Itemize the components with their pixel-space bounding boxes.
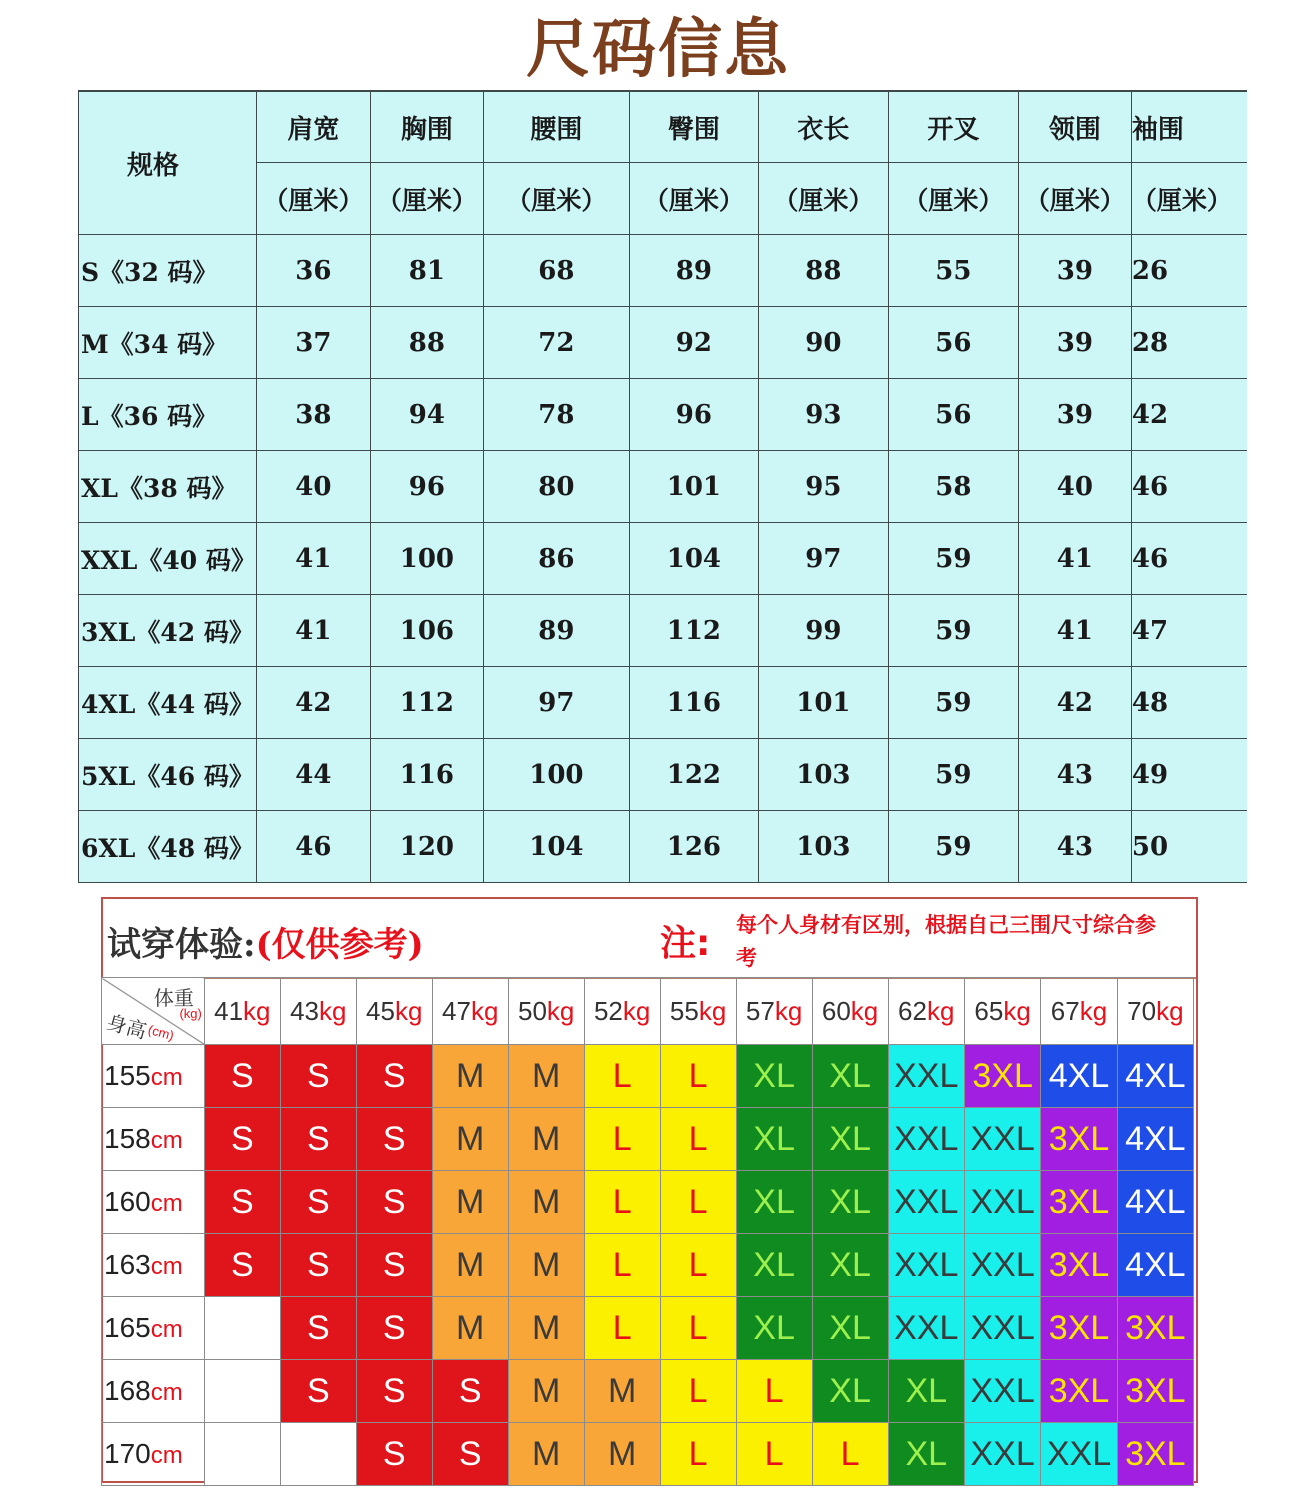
measurement-cell: 59 xyxy=(888,523,1018,595)
height-label xyxy=(102,1108,205,1171)
size-cell: M xyxy=(584,1423,660,1486)
corner-height: 身高 xyxy=(104,1011,149,1044)
size-cell: M xyxy=(432,1045,508,1108)
measurement-cell: 106 xyxy=(370,595,483,667)
size-cell: 3XL xyxy=(1117,1360,1193,1423)
weight-header xyxy=(280,978,356,1045)
size-name: S《32 码》 xyxy=(79,235,257,307)
height-unit: cm xyxy=(150,1442,183,1469)
weight-unit: kg xyxy=(926,995,955,1026)
measurement-cell: 44 xyxy=(256,739,370,811)
weight-value: 62 xyxy=(898,995,927,1026)
table-row xyxy=(79,667,1247,739)
measurement-cell: 46 xyxy=(1131,451,1247,523)
measurement-cell: 101 xyxy=(758,667,888,739)
size-cell: M xyxy=(508,1234,584,1297)
table-row xyxy=(102,1423,1194,1486)
weight-value: 52 xyxy=(593,995,623,1026)
weight-value: 41 xyxy=(214,995,244,1026)
weight-header xyxy=(1117,978,1193,1045)
measurement-cell: 59 xyxy=(888,811,1018,883)
height-unit: cm xyxy=(150,1379,183,1406)
measurement-cell: 94 xyxy=(370,379,483,451)
measurement-cell: 96 xyxy=(629,379,758,451)
size-cell: L xyxy=(584,1234,660,1297)
table-row xyxy=(102,1171,1194,1234)
weight-header xyxy=(812,978,888,1045)
size-cell: 3XL xyxy=(964,1045,1040,1108)
measurement-cell: 99 xyxy=(758,595,888,667)
height-value: 155 xyxy=(104,1060,151,1091)
size-cell: XL xyxy=(888,1423,964,1486)
unit-label: （厘米） xyxy=(256,163,370,235)
size-cell: 3XL xyxy=(1041,1297,1117,1360)
measurement-cell: 103 xyxy=(758,739,888,811)
size-cell: XXL xyxy=(964,1297,1040,1360)
weight-header xyxy=(1041,978,1117,1045)
measurement-cell: 42 xyxy=(256,667,370,739)
measurement-cell: 96 xyxy=(370,451,483,523)
tryon-title-text: 试穿体验: xyxy=(107,925,256,965)
measurement-cell: 39 xyxy=(1018,379,1131,451)
size-cell: 4XL xyxy=(1117,1234,1193,1297)
weight-value: 57 xyxy=(745,995,775,1026)
size-cell: M xyxy=(432,1108,508,1171)
measurement-cell: 55 xyxy=(888,235,1018,307)
measurement-cell: 26 xyxy=(1131,235,1247,307)
measurement-cell: 126 xyxy=(629,811,758,883)
size-cell: L xyxy=(736,1423,812,1486)
measurement-cell: 50 xyxy=(1131,811,1247,883)
measurement-cell: 49 xyxy=(1131,739,1247,811)
weight-value: 70 xyxy=(1127,995,1157,1026)
table-row xyxy=(102,1297,1194,1360)
weight-unit: kg xyxy=(698,995,727,1026)
weight-header xyxy=(432,978,508,1045)
size-cell: M xyxy=(508,1423,584,1486)
height-unit: cm xyxy=(150,1127,183,1154)
weight-value: 55 xyxy=(669,995,699,1026)
measurement-cell: 90 xyxy=(758,307,888,379)
weight-value: 50 xyxy=(517,995,547,1026)
height-value: 163 xyxy=(104,1249,151,1280)
measurement-cell: 41 xyxy=(256,595,370,667)
height-value: 158 xyxy=(104,1123,151,1154)
spec-header: 规格 xyxy=(79,91,257,235)
measurement-cell: 92 xyxy=(629,307,758,379)
measurement-cell: 88 xyxy=(758,235,888,307)
size-cell: L xyxy=(812,1423,888,1486)
size-cell: M xyxy=(508,1045,584,1108)
measurement-cell: 56 xyxy=(888,379,1018,451)
weight-header xyxy=(964,978,1040,1045)
measurement-cell: 120 xyxy=(370,811,483,883)
unit-label: （厘米） xyxy=(629,163,758,235)
height-value: 160 xyxy=(104,1186,151,1217)
tryon-subtitle: (仅供参考) xyxy=(255,925,424,965)
measurement-cell: 116 xyxy=(629,667,758,739)
weight-header xyxy=(888,978,964,1045)
size-cell: L xyxy=(584,1171,660,1234)
measurement-cell: 40 xyxy=(256,451,370,523)
size-cell: S xyxy=(204,1171,280,1234)
height-label xyxy=(102,1171,205,1234)
measurement-cell: 112 xyxy=(370,667,483,739)
height-value: 168 xyxy=(104,1375,151,1406)
measurement-cell: 81 xyxy=(370,235,483,307)
measurement-cell: 72 xyxy=(483,307,629,379)
measurement-cell: 47 xyxy=(1131,595,1247,667)
height-label xyxy=(102,1297,205,1360)
size-cell: S xyxy=(204,1045,280,1108)
size-cell: S xyxy=(280,1360,356,1423)
size-cell xyxy=(204,1423,280,1486)
weight-unit: kg xyxy=(1003,995,1031,1026)
measurement-cell: 39 xyxy=(1018,307,1131,379)
measurement-cell: 89 xyxy=(483,595,629,667)
weight-unit: kg xyxy=(546,995,575,1026)
size-cell: S xyxy=(204,1108,280,1171)
size-cell: 3XL xyxy=(1041,1360,1117,1423)
corner-cm: (cm) xyxy=(146,1021,176,1044)
size-cell: 4XL xyxy=(1117,1045,1193,1108)
size-cell: S xyxy=(280,1297,356,1360)
size-cell: M xyxy=(432,1171,508,1234)
weight-header xyxy=(204,978,280,1045)
table-row xyxy=(79,307,1247,379)
size-cell: L xyxy=(660,1234,736,1297)
measurement-cell: 95 xyxy=(758,451,888,523)
size-cell: XL xyxy=(812,1297,888,1360)
column-header: 腰围 xyxy=(483,91,629,163)
measurement-cell: 89 xyxy=(629,235,758,307)
weight-unit: kg xyxy=(394,995,423,1026)
size-cell: XXL xyxy=(964,1423,1040,1486)
weight-value: 65 xyxy=(974,995,1004,1026)
size-cell: 4XL xyxy=(1117,1171,1193,1234)
size-cell: L xyxy=(660,1423,736,1486)
measurement-cell: 80 xyxy=(483,451,629,523)
size-cell: M xyxy=(508,1297,584,1360)
measurement-cell: 59 xyxy=(888,667,1018,739)
size-cell: S xyxy=(280,1045,356,1108)
size-cell: L xyxy=(660,1108,736,1171)
measurement-cell: 101 xyxy=(629,451,758,523)
size-info-table xyxy=(78,90,1247,883)
measurement-cell: 86 xyxy=(483,523,629,595)
measurement-cell: 103 xyxy=(758,811,888,883)
corner-header xyxy=(102,978,205,1045)
column-header: 胸围 xyxy=(370,91,483,163)
table-row xyxy=(102,1108,1194,1171)
size-cell: L xyxy=(660,1297,736,1360)
size-cell: XL xyxy=(736,1171,812,1234)
weight-unit: kg xyxy=(470,995,499,1026)
table-row xyxy=(79,235,1247,307)
measurement-cell: 93 xyxy=(758,379,888,451)
weight-header xyxy=(508,978,584,1045)
size-cell: 3XL xyxy=(1041,1108,1117,1171)
weight-value: 47 xyxy=(442,995,471,1026)
size-cell: S xyxy=(280,1171,356,1234)
size-cell xyxy=(204,1360,280,1423)
measurement-cell: 43 xyxy=(1018,811,1131,883)
table-row xyxy=(79,523,1247,595)
tryon-section xyxy=(101,897,1198,1483)
corner-kg: (kg) xyxy=(179,1006,202,1021)
size-cell: L xyxy=(660,1171,736,1234)
table-row xyxy=(79,451,1247,523)
weight-value: 45 xyxy=(366,995,395,1026)
column-header: 肩宽 xyxy=(256,91,370,163)
column-header: 领围 xyxy=(1018,91,1131,163)
size-cell: XXL xyxy=(964,1360,1040,1423)
tryon-title xyxy=(107,917,424,966)
note-label: 注: xyxy=(660,923,711,964)
measurement-cell: 41 xyxy=(1018,595,1131,667)
size-cell: 4XL xyxy=(1041,1045,1117,1108)
measurement-cell: 88 xyxy=(370,307,483,379)
size-cell: 4XL xyxy=(1117,1108,1193,1171)
tryon-header xyxy=(103,899,1196,979)
size-name: 3XL《42 码》 xyxy=(79,595,257,667)
size-cell: XL xyxy=(888,1360,964,1423)
weight-value: 60 xyxy=(821,995,851,1026)
size-cell: XL xyxy=(812,1234,888,1297)
table-row xyxy=(102,1045,1194,1108)
size-cell: M xyxy=(432,1297,508,1360)
size-cell: 3XL xyxy=(1117,1297,1193,1360)
size-cell: S xyxy=(356,1423,432,1486)
measurement-cell: 46 xyxy=(1131,523,1247,595)
measurement-cell: 59 xyxy=(888,595,1018,667)
weight-header xyxy=(584,978,660,1045)
size-cell: S xyxy=(280,1108,356,1171)
table-row xyxy=(79,811,1247,883)
weight-value: 67 xyxy=(1050,995,1080,1026)
size-cell: XL xyxy=(812,1108,888,1171)
size-name: XL《38 码》 xyxy=(79,451,257,523)
size-name: XXL《40 码》 xyxy=(79,523,257,595)
measurement-cell: 40 xyxy=(1018,451,1131,523)
measurement-cell: 41 xyxy=(256,523,370,595)
size-cell: XL xyxy=(736,1234,812,1297)
measurement-cell: 58 xyxy=(888,451,1018,523)
size-cell: L xyxy=(584,1108,660,1171)
size-cell: S xyxy=(356,1045,432,1108)
measurement-cell: 37 xyxy=(256,307,370,379)
measurement-cell: 100 xyxy=(483,739,629,811)
table-row xyxy=(79,595,1247,667)
weight-unit: kg xyxy=(622,995,651,1026)
table-row xyxy=(79,379,1247,451)
unit-label: （厘米） xyxy=(1131,163,1247,235)
size-cell: M xyxy=(508,1360,584,1423)
table-row xyxy=(79,739,1247,811)
height-label xyxy=(102,1360,205,1423)
unit-label: （厘米） xyxy=(888,163,1018,235)
size-name: 4XL《44 码》 xyxy=(79,667,257,739)
unit-label: （厘米） xyxy=(370,163,483,235)
height-label xyxy=(102,1234,205,1297)
weight-unit: kg xyxy=(243,995,271,1026)
size-cell: XL xyxy=(812,1045,888,1108)
size-cell: XXL xyxy=(888,1171,964,1234)
note-text: 每个人身材有区别，根据自己三围尺寸综合参考 xyxy=(736,913,1156,970)
size-cell: S xyxy=(356,1360,432,1423)
weight-unit: kg xyxy=(850,995,879,1026)
height-unit: cm xyxy=(150,1316,183,1343)
measurement-cell: 78 xyxy=(483,379,629,451)
unit-label: （厘米） xyxy=(483,163,629,235)
size-cell: XXL xyxy=(1041,1423,1117,1486)
measurement-cell: 59 xyxy=(888,739,1018,811)
measurement-cell: 97 xyxy=(758,523,888,595)
measurement-cell: 28 xyxy=(1131,307,1247,379)
weight-unit: kg xyxy=(319,995,347,1026)
weight-header xyxy=(660,978,736,1045)
height-unit: cm xyxy=(150,1064,183,1091)
measurement-cell: 122 xyxy=(629,739,758,811)
size-cell: M xyxy=(584,1360,660,1423)
measurement-cell: 42 xyxy=(1018,667,1131,739)
weight-value: 43 xyxy=(290,995,319,1026)
size-cell: XL xyxy=(736,1297,812,1360)
size-cell: M xyxy=(508,1108,584,1171)
height-unit: cm xyxy=(150,1190,183,1217)
height-label xyxy=(102,1045,205,1108)
page-title: 尺码信息 xyxy=(526,13,790,87)
size-name: M《34 码》 xyxy=(79,307,257,379)
measurement-cell: 100 xyxy=(370,523,483,595)
size-cell: XL xyxy=(736,1045,812,1108)
size-cell xyxy=(204,1297,280,1360)
measurement-cell: 43 xyxy=(1018,739,1131,811)
height-value: 170 xyxy=(104,1438,151,1469)
size-cell: XXL xyxy=(964,1108,1040,1171)
height-value: 165 xyxy=(104,1312,151,1343)
size-cell: L xyxy=(584,1045,660,1108)
size-cell: XL xyxy=(736,1108,812,1171)
size-cell: XXL xyxy=(888,1234,964,1297)
size-cell: S xyxy=(356,1171,432,1234)
weight-unit: kg xyxy=(1156,995,1184,1026)
column-header: 开叉 xyxy=(888,91,1018,163)
measurement-cell: 48 xyxy=(1131,667,1247,739)
size-cell: L xyxy=(584,1297,660,1360)
measurement-cell: 39 xyxy=(1018,235,1131,307)
weight-unit: kg xyxy=(774,995,803,1026)
table-row xyxy=(102,1360,1194,1423)
size-name: 5XL《46 码》 xyxy=(79,739,257,811)
size-cell: 3XL xyxy=(1041,1171,1117,1234)
size-cell: S xyxy=(432,1423,508,1486)
corner-weight: 体重 xyxy=(153,988,194,1010)
measurement-cell: 56 xyxy=(888,307,1018,379)
measurement-cell: 46 xyxy=(256,811,370,883)
size-name: L《36 码》 xyxy=(79,379,257,451)
size-cell: S xyxy=(356,1108,432,1171)
size-cell: XXL xyxy=(964,1171,1040,1234)
column-header: 袖围 xyxy=(1131,91,1247,163)
size-cell: S xyxy=(432,1360,508,1423)
measurement-cell: 68 xyxy=(483,235,629,307)
size-name: 6XL《48 码》 xyxy=(79,811,257,883)
measurement-cell: 36 xyxy=(256,235,370,307)
weight-unit: kg xyxy=(1079,995,1108,1026)
size-cell: XXL xyxy=(888,1297,964,1360)
measurement-cell: 104 xyxy=(483,811,629,883)
unit-label: （厘米） xyxy=(1018,163,1131,235)
measurement-cell: 104 xyxy=(629,523,758,595)
measurement-cell: 112 xyxy=(629,595,758,667)
height-label xyxy=(102,1423,205,1486)
fit-table xyxy=(101,977,1194,1486)
size-cell: M xyxy=(432,1234,508,1297)
weight-header xyxy=(356,978,432,1045)
size-cell: 3XL xyxy=(1117,1423,1193,1486)
size-cell: XXL xyxy=(888,1108,964,1171)
unit-label: （厘米） xyxy=(758,163,888,235)
column-header: 臀围 xyxy=(629,91,758,163)
size-cell: M xyxy=(508,1171,584,1234)
measurement-cell: 38 xyxy=(256,379,370,451)
size-cell xyxy=(280,1423,356,1486)
size-cell: XXL xyxy=(888,1045,964,1108)
column-header: 衣长 xyxy=(758,91,888,163)
height-unit: cm xyxy=(150,1253,183,1280)
size-cell: S xyxy=(356,1297,432,1360)
size-cell: S xyxy=(204,1234,280,1297)
size-cell: XXL xyxy=(964,1234,1040,1297)
measurement-cell: 97 xyxy=(483,667,629,739)
measurement-cell: 116 xyxy=(370,739,483,811)
size-cell: L xyxy=(736,1360,812,1423)
size-cell: 3XL xyxy=(1041,1234,1117,1297)
weight-header xyxy=(736,978,812,1045)
size-cell: XL xyxy=(812,1360,888,1423)
measurement-cell: 41 xyxy=(1018,523,1131,595)
table-row xyxy=(102,1234,1194,1297)
size-cell: S xyxy=(280,1234,356,1297)
size-cell: L xyxy=(660,1045,736,1108)
measurement-cell: 42 xyxy=(1131,379,1247,451)
size-cell: XL xyxy=(812,1171,888,1234)
size-cell: L xyxy=(660,1360,736,1423)
size-cell: S xyxy=(356,1234,432,1297)
